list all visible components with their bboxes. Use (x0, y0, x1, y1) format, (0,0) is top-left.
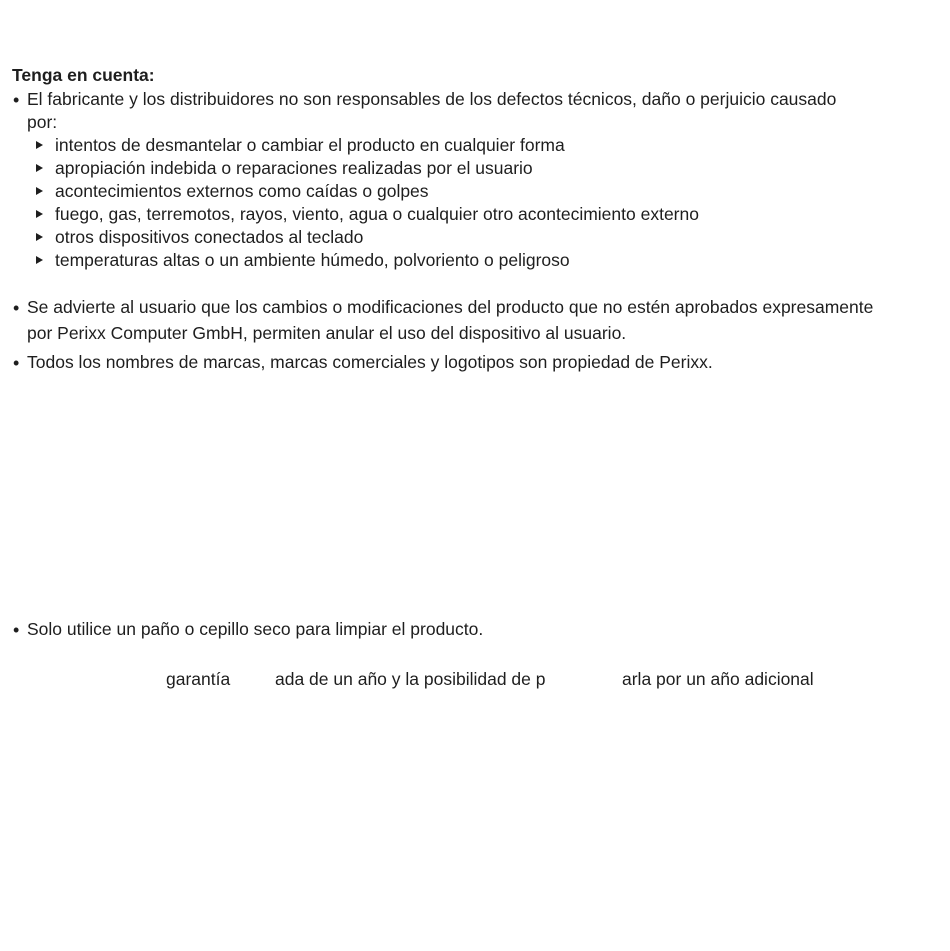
triangle-bullet-icon (36, 256, 43, 264)
bullet1-line2: por: (27, 112, 58, 132)
sub-item: temperaturas altas o un ambiente húmedo, polvoriento o peligroso (55, 250, 570, 270)
triangle-bullet-icon (36, 233, 43, 241)
bullet1-line1: El fabricante y los distribuidores no son responsables de los defectos técnicos, daño o perjuicio causado (27, 89, 837, 109)
sub-item: otros dispositivos conectados al teclado (55, 227, 364, 247)
bullet-dot: • (13, 620, 20, 640)
bullet2-line1: Se advierte al usuario que los cambios o modificaciones del producto que no estén aprobados expresamente (27, 297, 874, 317)
triangle-bullet-icon (36, 187, 43, 195)
sub-item: intentos de desmantelar o cambiar el producto en cualquier forma (55, 135, 565, 155)
note-heading: Tenga en cuenta: (12, 65, 155, 85)
triangle-bullet-icon (36, 164, 43, 172)
warranty-fragment: garantía (166, 669, 231, 689)
warranty-fragment: ada de un año y la posibilidad de p (275, 669, 546, 689)
triangle-bullet-icon (36, 210, 43, 218)
bullet-dot: • (13, 90, 20, 110)
bullet-dot: • (13, 353, 20, 373)
sub-item: apropiación indebida o reparaciones realizadas por el usuario (55, 158, 533, 178)
bullet-dot: • (13, 298, 20, 318)
triangle-bullet-icon (36, 141, 43, 149)
sub-item: fuego, gas, terremotos, rayos, viento, agua o cualquier otro acontecimiento externo (55, 204, 699, 224)
sub-item: acontecimientos externos como caídas o golpes (55, 181, 429, 201)
bullet4-text: Solo utilice un paño o cepillo seco para limpiar el producto. (27, 619, 484, 639)
bullet3-text: Todos los nombres de marcas, marcas comerciales y logotipos son propiedad de Perixx. (27, 352, 713, 372)
bullet2-line2: por Perixx Computer GmbH, permiten anular el uso del dispositivo al usuario. (27, 323, 627, 343)
warranty-fragment: arla por un año adicional (622, 669, 814, 689)
